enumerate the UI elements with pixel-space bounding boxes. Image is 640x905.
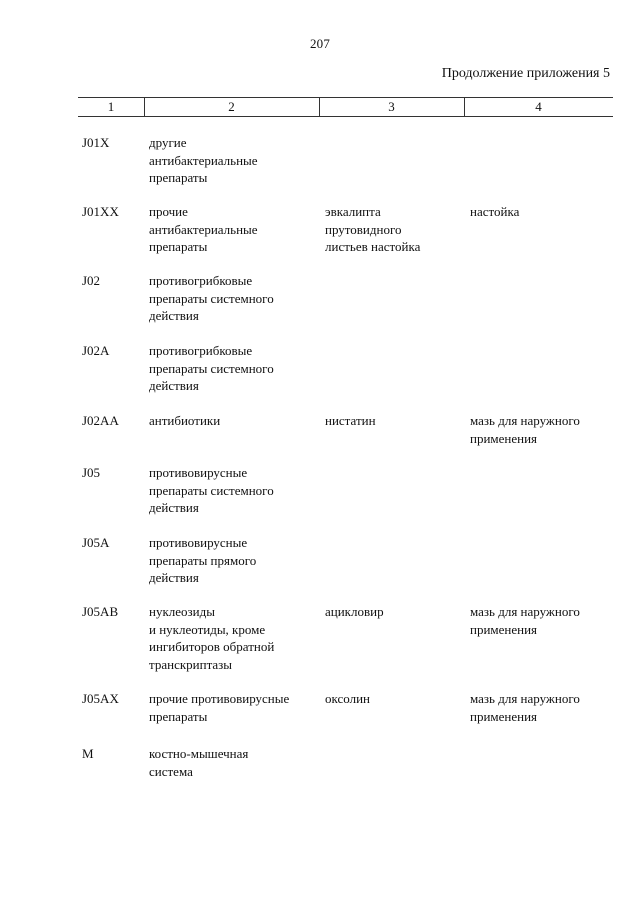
code-cell: J01XX <box>82 204 119 219</box>
name-cell: прочие противовирусные препараты <box>149 691 290 724</box>
substance-cell: нистатин <box>325 413 376 428</box>
name-cell: антибиотики <box>149 413 221 428</box>
code-cell: J05AX <box>82 691 119 706</box>
name-cell: костно-мышечная система <box>149 746 249 779</box>
code-cell: J02 <box>82 273 101 288</box>
name-cell: прочие антибактериальные препараты <box>149 204 258 254</box>
name-cell: противовирусные препараты системного действия <box>149 465 274 515</box>
table-header <box>78 97 613 117</box>
continuation-note: Продолжение приложения 5 <box>441 66 610 81</box>
column-header-4: 4 <box>535 99 542 114</box>
column-header-3: 3 <box>388 99 395 114</box>
name-cell: противогрибковые препараты системного действия <box>149 343 274 393</box>
form-cell: мазь для наружного применения <box>470 604 580 637</box>
name-cell: противовирусные препараты прямого действия <box>149 535 257 585</box>
page-number: 207 <box>309 36 331 51</box>
code-cell: J02A <box>82 343 110 358</box>
form-cell: настойка <box>470 204 520 219</box>
code-cell: M <box>82 746 94 761</box>
medicines-table <box>78 97 613 779</box>
code-cell: J01X <box>82 135 110 150</box>
code-cell: J05A <box>82 535 110 550</box>
form-cell: мазь для наружного применения <box>470 691 580 724</box>
form-cell: мазь для наружного применения <box>470 413 580 446</box>
substance-cell: эвкалипта прутовидного листьев настойка <box>325 204 421 254</box>
code-cell: J05 <box>82 465 101 480</box>
code-cell: J02AA <box>82 413 119 428</box>
name-cell: противогрибковые препараты системного действия <box>149 273 274 323</box>
column-header-2: 2 <box>228 99 235 114</box>
code-cell: J05AB <box>82 604 119 619</box>
column-header-1: 1 <box>107 99 115 114</box>
name-cell: другие антибактериальные препараты <box>149 135 258 185</box>
name-cell: нуклеозиды и нуклеотиды, кроме ингибиторов обратной транскриптазы <box>149 604 275 672</box>
substance-cell: ацикловир <box>325 604 384 619</box>
substance-cell: оксолин <box>325 691 370 706</box>
